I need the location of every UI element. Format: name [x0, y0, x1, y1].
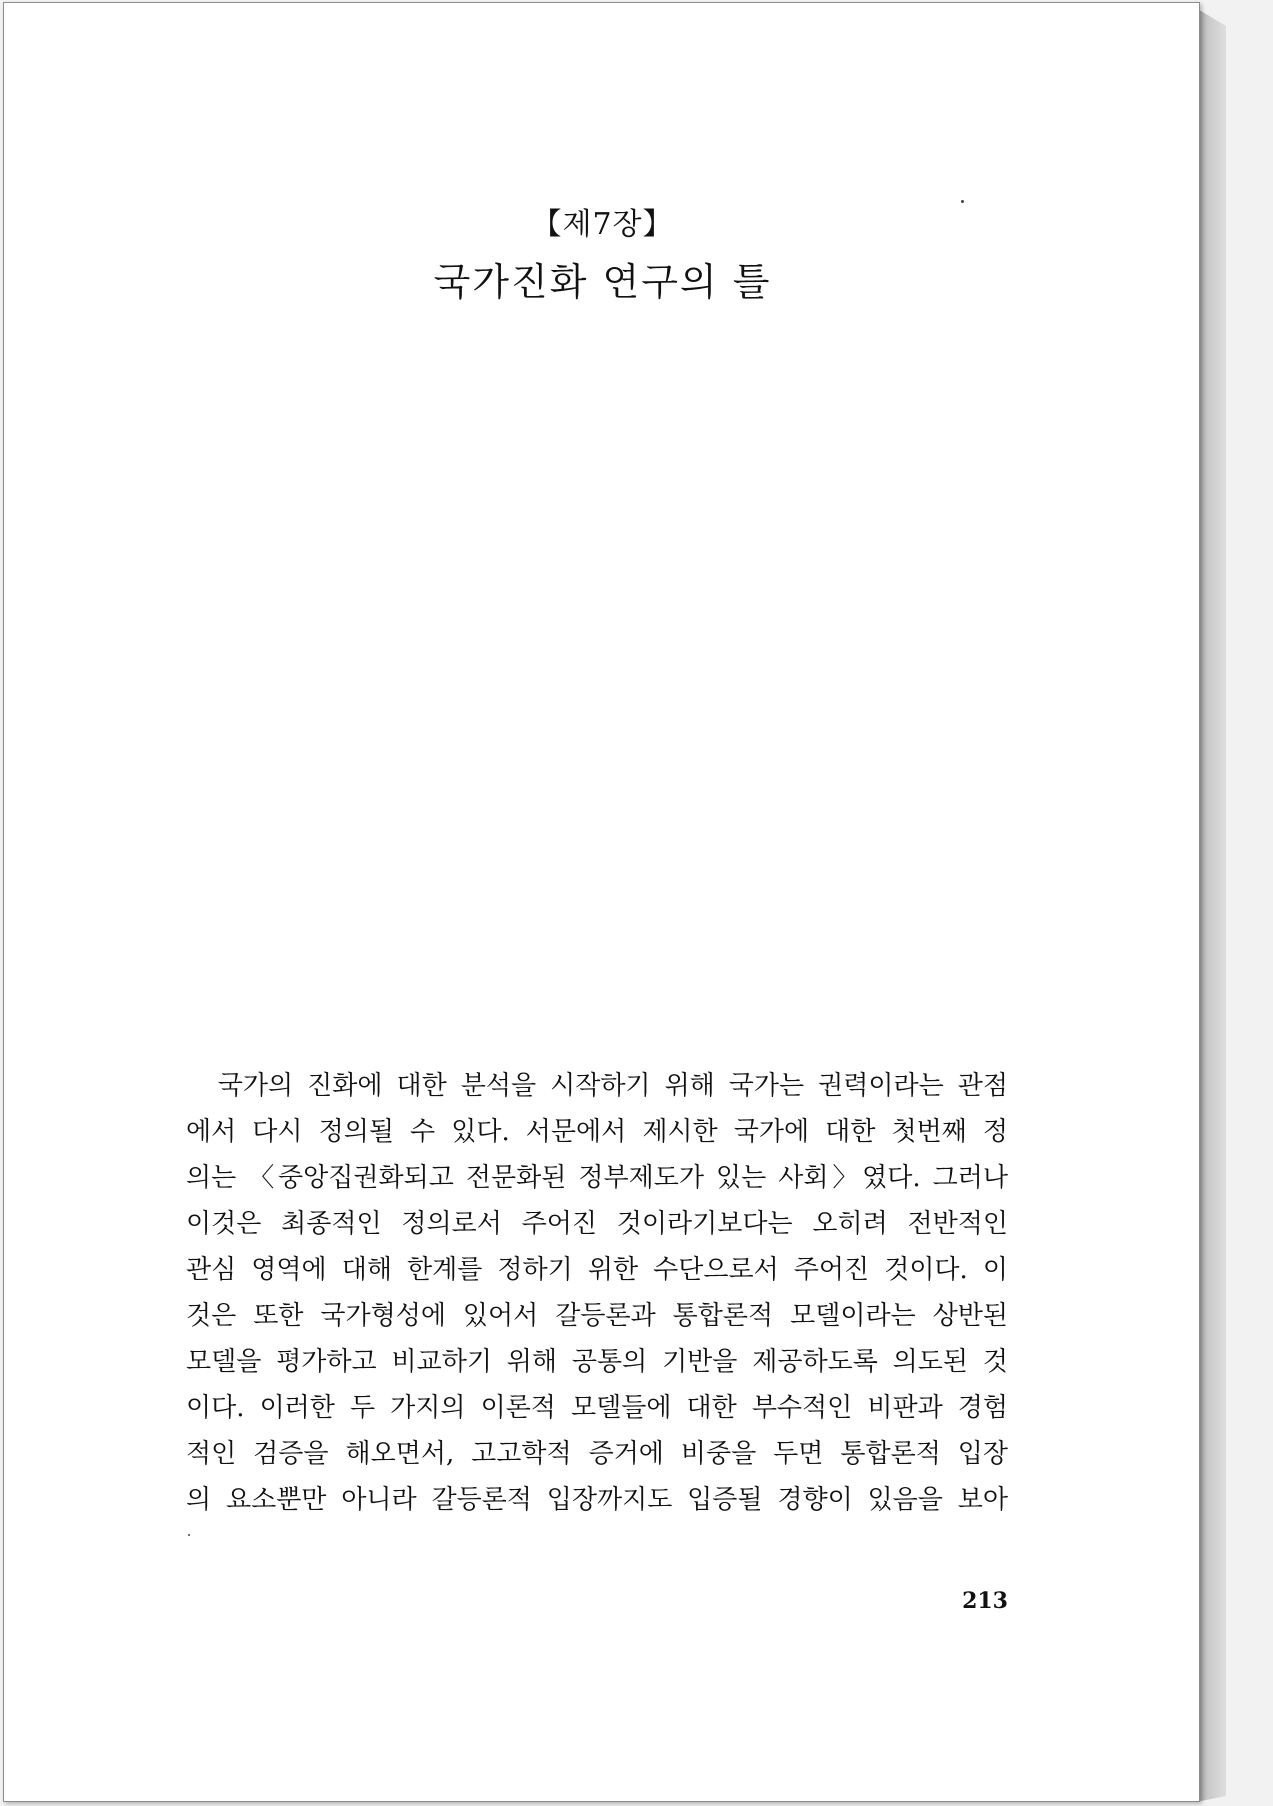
- book-page: [3, 2, 1200, 1802]
- scan-speck: [961, 200, 964, 203]
- body-line: 의 요소뿐만 아니라 갈등론적 입장까지도 입증될 경향이 있음을 보아: [186, 1485, 1008, 1515]
- body-line: 에서 다시 정의될 수 있다. 서문에서 제시한 국가에 대한 첫번째 정: [186, 1117, 1008, 1147]
- page-number: 213: [962, 1588, 1008, 1614]
- chapter-title: 국가진화 연구의 틀: [433, 260, 772, 304]
- body-line: 이것은 최종적인 정의로서 주어진 것이라기보다는 오히려 전반적인: [186, 1209, 1008, 1239]
- body-line: 국가의 진화에 대한 분석을 시작하기 위해 국가는 권력이라는 관점: [186, 1071, 1008, 1101]
- chapter-label: 【제7장】: [531, 207, 674, 242]
- body-line: 이다. 이러한 두 가지의 이론적 모델들에 대한 부수적인 비판과 경험: [186, 1393, 1008, 1423]
- scan-speck: [188, 1534, 190, 1536]
- body-line: 관심 영역에 대해 한계를 정하기 위한 수단으로서 주어진 것이다. 이: [186, 1255, 1008, 1285]
- body-line: 적인 검증을 해오면서, 고고학적 증거에 비중을 두면 통합론적 입장: [186, 1439, 1008, 1469]
- body-line: 모델을 평가하고 비교하기 위해 공통의 기반을 제공하도록 의도된 것: [186, 1347, 1008, 1377]
- body-paragraph: [186, 1063, 1008, 1523]
- body-line: 의는 〈중앙집권화되고 전문화된 정부제도가 있는 사회〉였다. 그러나: [186, 1163, 1008, 1193]
- body-line: 것은 또한 국가형성에 있어서 갈등론과 통합론적 모델이라는 상반된: [186, 1301, 1008, 1331]
